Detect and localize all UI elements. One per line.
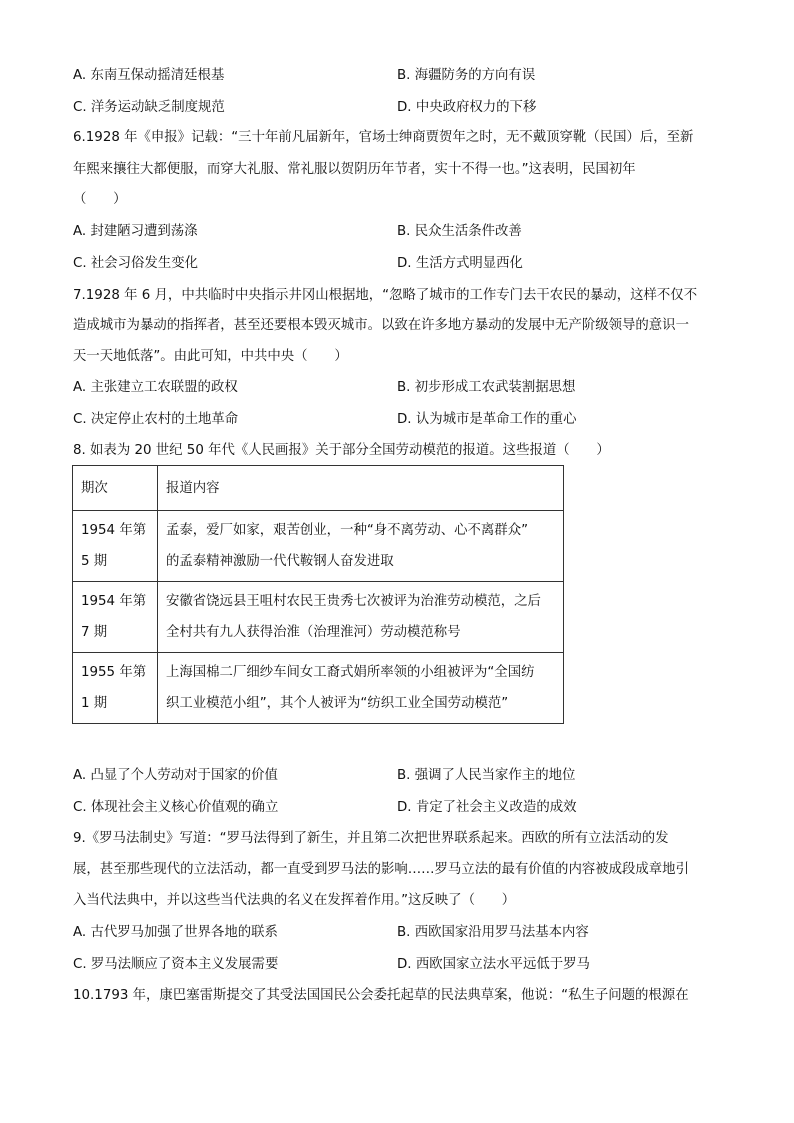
table-header-content: 报道内容 bbox=[158, 466, 564, 511]
q5-option-c: C. 洋务运动缺乏制度规范 bbox=[73, 100, 225, 115]
issue-line: 7 期 bbox=[81, 625, 108, 640]
table-cell-content bbox=[158, 511, 564, 582]
q9-stem-line-3: 入当代法典中，并以这些当代法典的名义在发挥着作用。”这反映了（ ） bbox=[73, 893, 516, 908]
content-line: 安徽省饶远县王咀村农民王贵秀七次被评为治淮劳动模范，之后 bbox=[166, 594, 541, 609]
issue-line: 1954 年第 bbox=[81, 594, 147, 609]
q6-stem-line-2: 年熙来攘往大都便服，而穿大礼服、常礼服以贺阴历年节者，实十不得一也。”这表明，民国初年 bbox=[73, 162, 636, 177]
q7-option-c: C. 决定停止农村的土地革命 bbox=[73, 412, 239, 427]
q9-option-d: D. 西欧国家立法水平远低于罗马 bbox=[397, 957, 590, 972]
q9-stem-line-1: 9.《罗马法制史》写道：“罗马法得到了新生，并且第二次把世界联系起来。西欧的所有立法活动的发 bbox=[73, 831, 669, 846]
q7-option-a: A. 主张建立工农联盟的政权 bbox=[73, 380, 238, 395]
q8-stem: 8. 如表为 20 世纪 50 年代《人民画报》关于部分全国劳动模范的报道。这些报道（ ） bbox=[73, 443, 610, 458]
q9-option-b: B. 西欧国家沿用罗马法基本内容 bbox=[397, 925, 589, 940]
q5-option-a: A. 东南互保动摇清廷根基 bbox=[73, 68, 225, 83]
q6-option-d: D. 生活方式明显西化 bbox=[397, 256, 523, 271]
content-line: 织工业模范小组”，其个人被评为“纺织工业全国劳动模范” bbox=[166, 696, 509, 711]
q9-option-c: C. 罗马法顺应了资本主义发展需要 bbox=[73, 957, 279, 972]
q5-option-b: B. 海疆防务的方向有误 bbox=[397, 68, 536, 83]
issue-line: 5 期 bbox=[81, 554, 108, 569]
table-cell-issue bbox=[73, 511, 158, 582]
q7-stem-line-2: 造成城市为暴动的指挥者，甚至还要根本毁灭城市。以致在许多地方暴动的发展中无产阶级领导的意识一 bbox=[73, 318, 689, 333]
q8-option-a: A. 凸显了个人劳动对于国家的价值 bbox=[73, 768, 278, 783]
q6-option-a: A. 封建陋习遭到荡涤 bbox=[73, 224, 198, 239]
q9-stem-line-2: 展，甚至那些现代的立法活动，都一直受到罗马法的影响……罗马立法的最有价值的内容被成段成章地引 bbox=[73, 862, 689, 877]
content-line: 全村共有九人获得治淮（治理淮河）劳动模范称号 bbox=[166, 625, 461, 640]
table-header-row bbox=[73, 466, 564, 511]
issue-line: 1955 年第 bbox=[81, 665, 147, 680]
q6-option-c: C. 社会习俗发生变化 bbox=[73, 256, 198, 271]
table-cell-content bbox=[158, 653, 564, 724]
q8-option-b: B. 强调了人民当家作主的地位 bbox=[397, 768, 576, 783]
q7-stem-line-3: 天一天地低落”。由此可知，中共中央（ ） bbox=[73, 349, 348, 364]
q6-option-b: B. 民众生活条件改善 bbox=[397, 224, 522, 239]
table-header-issue: 期次 bbox=[73, 466, 158, 511]
q5-option-d: D. 中央政府权力的下移 bbox=[397, 100, 537, 115]
table-cell-issue bbox=[73, 582, 158, 653]
table-row bbox=[73, 582, 564, 653]
q10-stem-line-1: 10.1793 年，康巴塞雷斯提交了其受法国国民公会委托起草的民法典草案，他说：“私生子问题的根源在 bbox=[73, 988, 689, 1003]
issue-line: 1954 年第 bbox=[81, 523, 147, 538]
table-cell-content bbox=[158, 582, 564, 653]
table-row bbox=[73, 653, 564, 724]
q7-option-d: D. 认为城市是革命工作的重心 bbox=[397, 412, 577, 427]
content-line: 上海国棉二厂细纱车间女工裔式娟所率领的小组被评为“全国纺 bbox=[166, 665, 535, 680]
content-line: 孟泰，爱厂如家，艰苦创业，一种“身不离劳动、心不离群众” bbox=[166, 523, 529, 538]
q6-stem-line-3: （ ） bbox=[73, 192, 127, 207]
labor-model-report-table bbox=[72, 465, 564, 724]
table-row bbox=[73, 511, 564, 582]
content-line: 的孟泰精神激励一代代鞍钢人奋发进取 bbox=[166, 554, 394, 569]
issue-line: 1 期 bbox=[81, 696, 108, 711]
q8-option-d: D. 肯定了社会主义改造的成效 bbox=[397, 800, 577, 815]
q7-option-b: B. 初步形成工农武装割据思想 bbox=[397, 380, 576, 395]
q6-stem-line-1: 6.1928 年《申报》记载：“三十年前凡届新年，官场士绅商贾贺年之时，无不戴顶穿靴（民国）后，至新 bbox=[73, 130, 694, 145]
q7-stem-line-1: 7.1928 年 6 月，中共临时中央指示井冈山根据地，“忽略了城市的工作专门去干农民的暴动，这样不仅不 bbox=[73, 288, 698, 303]
q8-option-c: C. 体现社会主义核心价值观的确立 bbox=[73, 800, 279, 815]
q9-option-a: A. 古代罗马加强了世界各地的联系 bbox=[73, 925, 278, 940]
table-cell-issue bbox=[73, 653, 158, 724]
